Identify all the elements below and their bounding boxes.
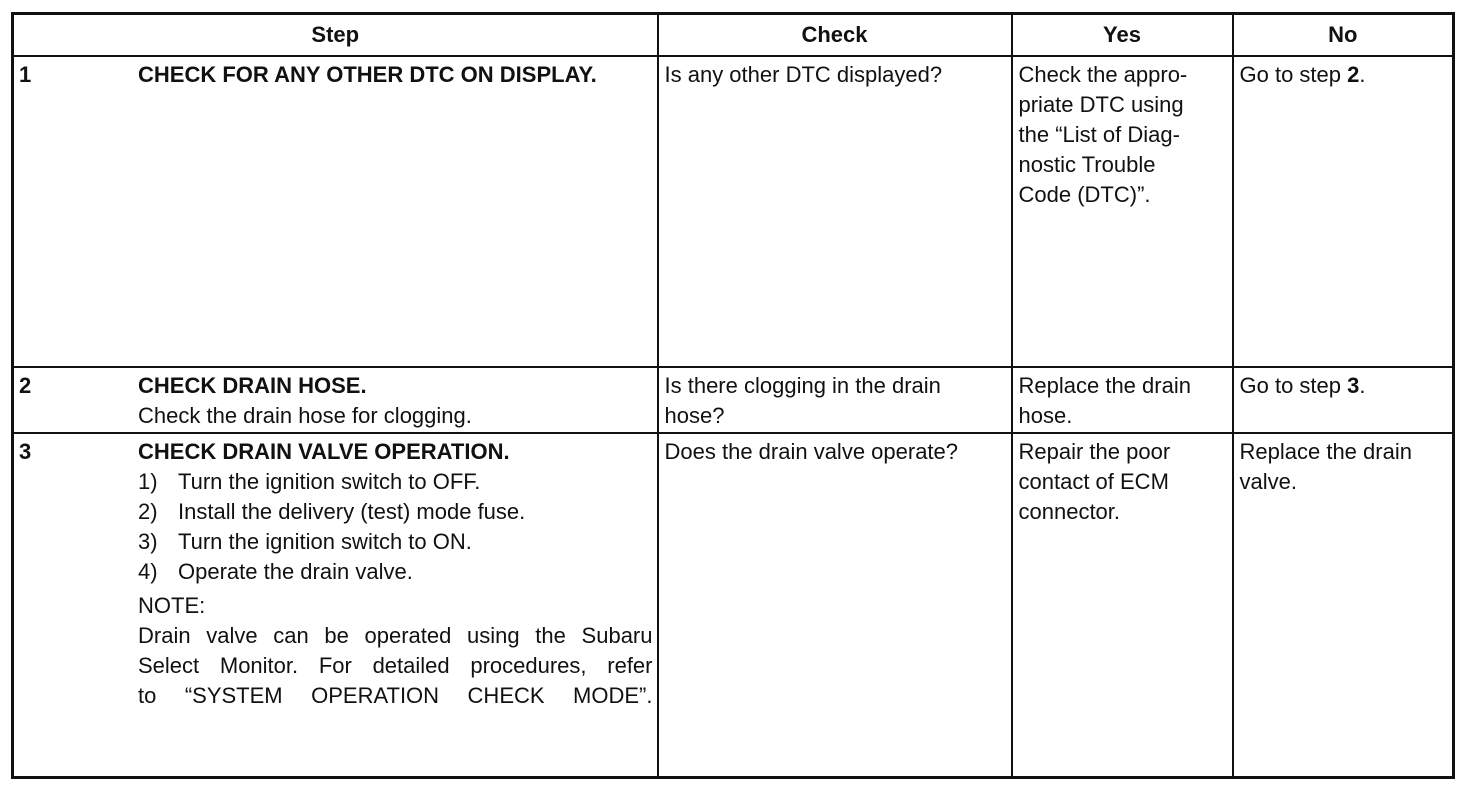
header-step: Step [13,14,658,57]
no-line: Replace the drain [1239,439,1412,464]
yes-line: Repair the poor [1018,439,1171,464]
header-check: Check [658,14,1012,57]
no-cell [1233,433,1454,778]
check-cell [658,367,1012,433]
no-step-ref: 2 [1347,62,1360,87]
no-suffix: . [1359,373,1366,398]
no-cell [1233,56,1454,367]
no-cell [1233,367,1454,433]
yes-line: hose. [1018,403,1073,428]
yes-text [1013,368,1232,431]
table-row [13,433,1454,778]
check-line: hose? [664,403,725,428]
procedure-list [138,467,653,587]
table-row [13,367,1454,433]
yes-line: the “List of Diag- [1018,122,1180,147]
check-text: Does the drain valve operate? [664,439,959,464]
step-cell [13,433,658,778]
no-text [1234,57,1453,90]
step-title: CHECK DRAIN HOSE. [138,373,367,398]
no-suffix: . [1359,62,1366,87]
no-line: valve. [1239,469,1297,494]
check-text [659,368,1011,431]
yes-line: Check the appro- [1018,62,1188,87]
yes-cell [1012,56,1233,367]
step-cell [13,367,658,433]
step-number: 2 [19,373,32,398]
no-text [1234,434,1453,497]
check-cell [658,56,1012,367]
note-line: to “SYSTEM OPERATION CHECK MODE”. [138,683,653,708]
note-label: NOTE: [138,593,206,618]
yes-line: priate DTC using [1018,92,1184,117]
step-title: CHECK DRAIN VALVE OPERATION. [138,439,510,464]
step-cell [13,56,658,367]
yes-cell [1012,433,1233,778]
yes-line: contact of ECM [1018,469,1169,494]
step-number: 1 [19,62,32,87]
yes-text [1013,434,1232,527]
step-title: CHECK FOR ANY OTHER DTC ON DISPLAY. [138,62,597,87]
procedure-item: 4) Operate the drain valve. [138,559,413,584]
yes-cell [1012,367,1233,433]
procedure-item: 1) Turn the ignition switch to OFF. [138,469,481,494]
note-line: Select Monitor. For detailed procedures, refer [138,653,653,678]
no-text [1234,368,1453,401]
diagnostic-table [11,12,1455,779]
check-cell [658,433,1012,778]
yes-text [1013,57,1232,210]
table-row [13,56,1454,367]
procedure-item: 2) Install the delivery (test) mode fuse. [138,499,526,524]
step-description: Check the drain hose for clogging. [138,403,472,428]
header-row [13,14,1454,57]
procedure-item: 3) Turn the ignition switch to ON. [138,529,472,554]
yes-line: nostic Trouble [1018,152,1156,177]
header-yes: Yes [1012,14,1233,57]
header-no: No [1233,14,1454,57]
no-prefix: Go to step [1239,373,1348,398]
yes-line: Code (DTC)”. [1018,182,1151,207]
yes-line: connector. [1018,499,1121,524]
step-number: 3 [19,439,32,464]
yes-line: Replace the drain [1018,373,1191,398]
check-text: Is any other DTC displayed? [664,62,943,87]
no-prefix: Go to step [1239,62,1348,87]
no-step-ref: 3 [1347,373,1360,398]
note-line: Drain valve can be operated using the Subaru [138,623,653,648]
check-line: Is there clogging in the drain [664,373,941,398]
